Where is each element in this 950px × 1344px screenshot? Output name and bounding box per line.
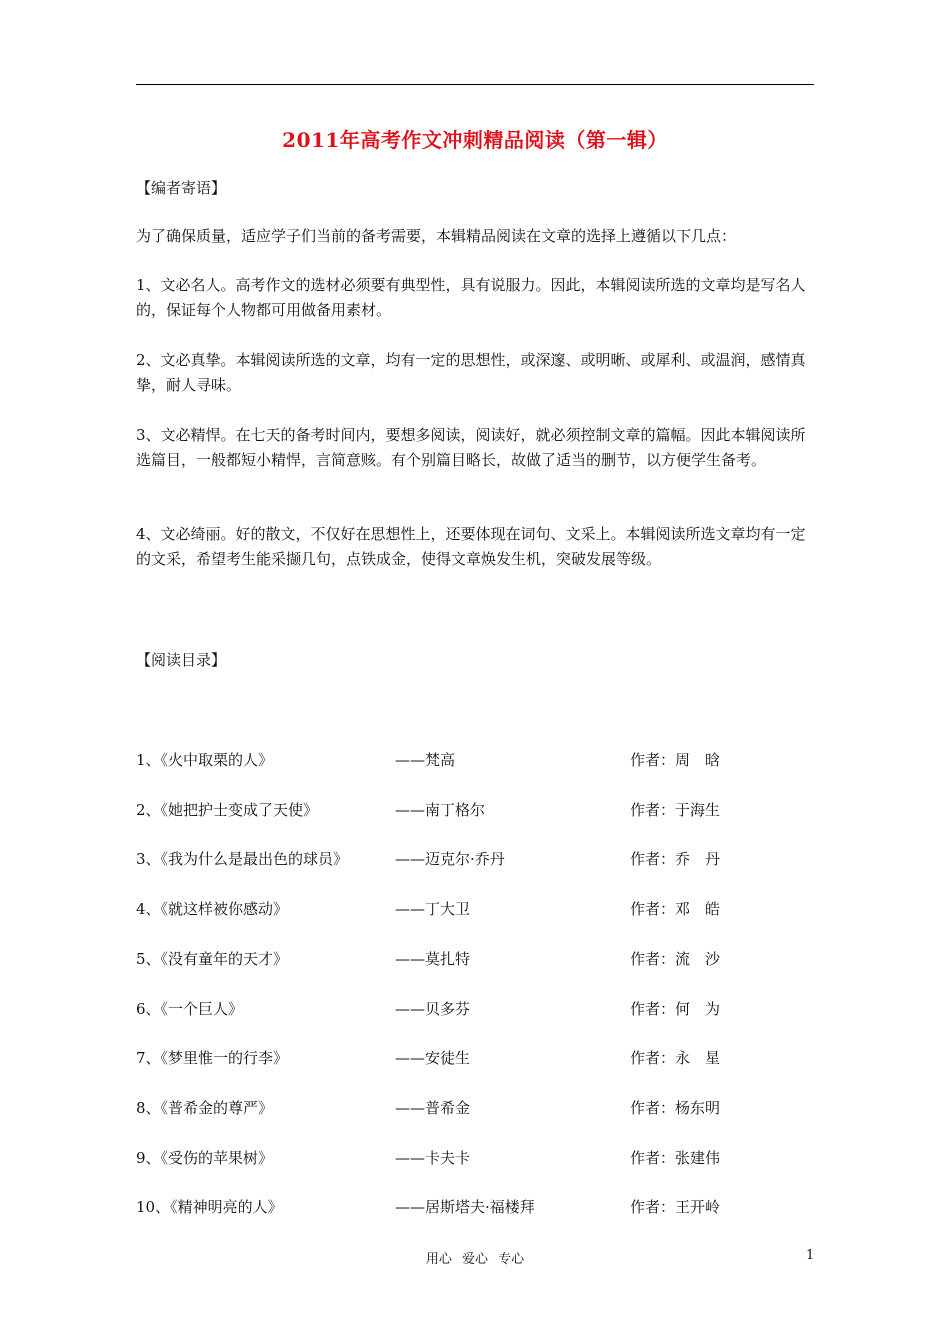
toc-author: 作者：何 为 — [630, 1000, 721, 1018]
editor-note-heading: 【编者寄语】 — [136, 179, 227, 197]
toc-author: 作者：王开岭 — [630, 1198, 721, 1216]
editor-note-point: 1、文必名人。高考作文的选材必须要有典型性，具有说服力。因此，本辑阅读所选的文章均是写名人的，保证每个人物都可用做备用素材。 — [136, 276, 806, 319]
toc-row — [136, 848, 816, 874]
toc-author: 作者：流 沙 — [630, 950, 721, 968]
toc-article-title: 3、《我为什么是最出色的球员》 — [136, 850, 349, 868]
footer-motto: 用心 爱心 专心 — [425, 1252, 525, 1267]
toc-article-title: 4、《就这样被你感动》 — [136, 900, 289, 918]
toc-heading: 【阅读目录】 — [136, 651, 227, 669]
toc-row — [136, 948, 816, 974]
toc-author: 作者：张建伟 — [630, 1149, 721, 1167]
toc-row — [136, 1047, 816, 1073]
toc-article-title: 1、《火中取栗的人》 — [136, 751, 274, 769]
toc-author: 作者：邓 皓 — [630, 900, 721, 918]
toc-author: 作者：杨东明 — [630, 1099, 721, 1117]
toc-row — [136, 749, 816, 775]
toc-row — [136, 1196, 816, 1222]
toc-subject: ——居斯塔夫·福楼拜 — [395, 1198, 535, 1216]
toc-subject: ——迈克尔·乔丹 — [395, 850, 505, 868]
header-rule — [136, 84, 814, 85]
toc-article-title: 5、《没有童年的天才》 — [136, 950, 289, 968]
toc-author: 作者：周 晗 — [630, 751, 721, 769]
toc-author: 作者：永 星 — [630, 1049, 721, 1067]
toc-row — [136, 1147, 816, 1173]
toc-row — [136, 898, 816, 924]
editor-note-point: 3、文必精悍。在七天的备考时间内，要想多阅读，阅读好，就必须控制文章的篇幅。因此本辑阅读所选篇目，一般都短小精悍，言简意赅。有个别篇目略长，故做了适当的删节，以方便学生备考。 — [136, 426, 806, 469]
toc-row — [136, 998, 816, 1024]
toc-subject: ——安徒生 — [395, 1049, 471, 1067]
toc-article-title: 8、《普希金的尊严》 — [136, 1099, 274, 1117]
editor-note-point: 4、文必绮丽。好的散文，不仅好在思想性上，还要体现在词句、文采上。本辑阅读所选文章均有一定的文采，希望考生能采撷几句，点铁成金，使得文章焕发生机，突破发展等级。 — [136, 525, 806, 568]
toc-subject: ——梵高 — [395, 751, 456, 769]
toc-article-title: 9、《受伤的苹果树》 — [136, 1149, 274, 1167]
toc-subject: ——贝多芬 — [395, 1000, 471, 1018]
editor-note-point: 2、文必真挚。本辑阅读所选的文章，均有一定的思想性，或深邃、或明晰、或犀利、或温润，感情真挚，耐人寻味。 — [136, 351, 806, 394]
toc-subject: ——丁大卫 — [395, 900, 471, 918]
toc-author: 作者：乔 丹 — [630, 850, 721, 868]
editor-note-intro: 为了确保质量，适应学子们当前的备考需要，本辑精品阅读在文章的选择上遵循以下几点： — [136, 227, 737, 245]
toc-article-title: 2、《她把护士变成了天使》 — [136, 801, 319, 819]
toc-subject: ——莫扎特 — [395, 950, 471, 968]
toc-article-title: 6、《一个巨人》 — [136, 1000, 244, 1018]
page-number: 1 — [806, 1248, 815, 1263]
toc-subject: ——普希金 — [395, 1099, 471, 1117]
toc-row — [136, 1097, 816, 1123]
document-title: 2011年高考作文冲刺精品阅读（第一辑） — [282, 128, 668, 152]
toc-subject: ——南丁格尔 — [395, 801, 486, 819]
toc-row — [136, 799, 816, 825]
toc-article-title: 10、《精神明亮的人》 — [136, 1198, 283, 1216]
toc-article-title: 7、《梦里惟一的行李》 — [136, 1049, 289, 1067]
toc-subject: ——卡夫卡 — [395, 1149, 471, 1167]
toc-author: 作者：于海生 — [630, 801, 721, 819]
